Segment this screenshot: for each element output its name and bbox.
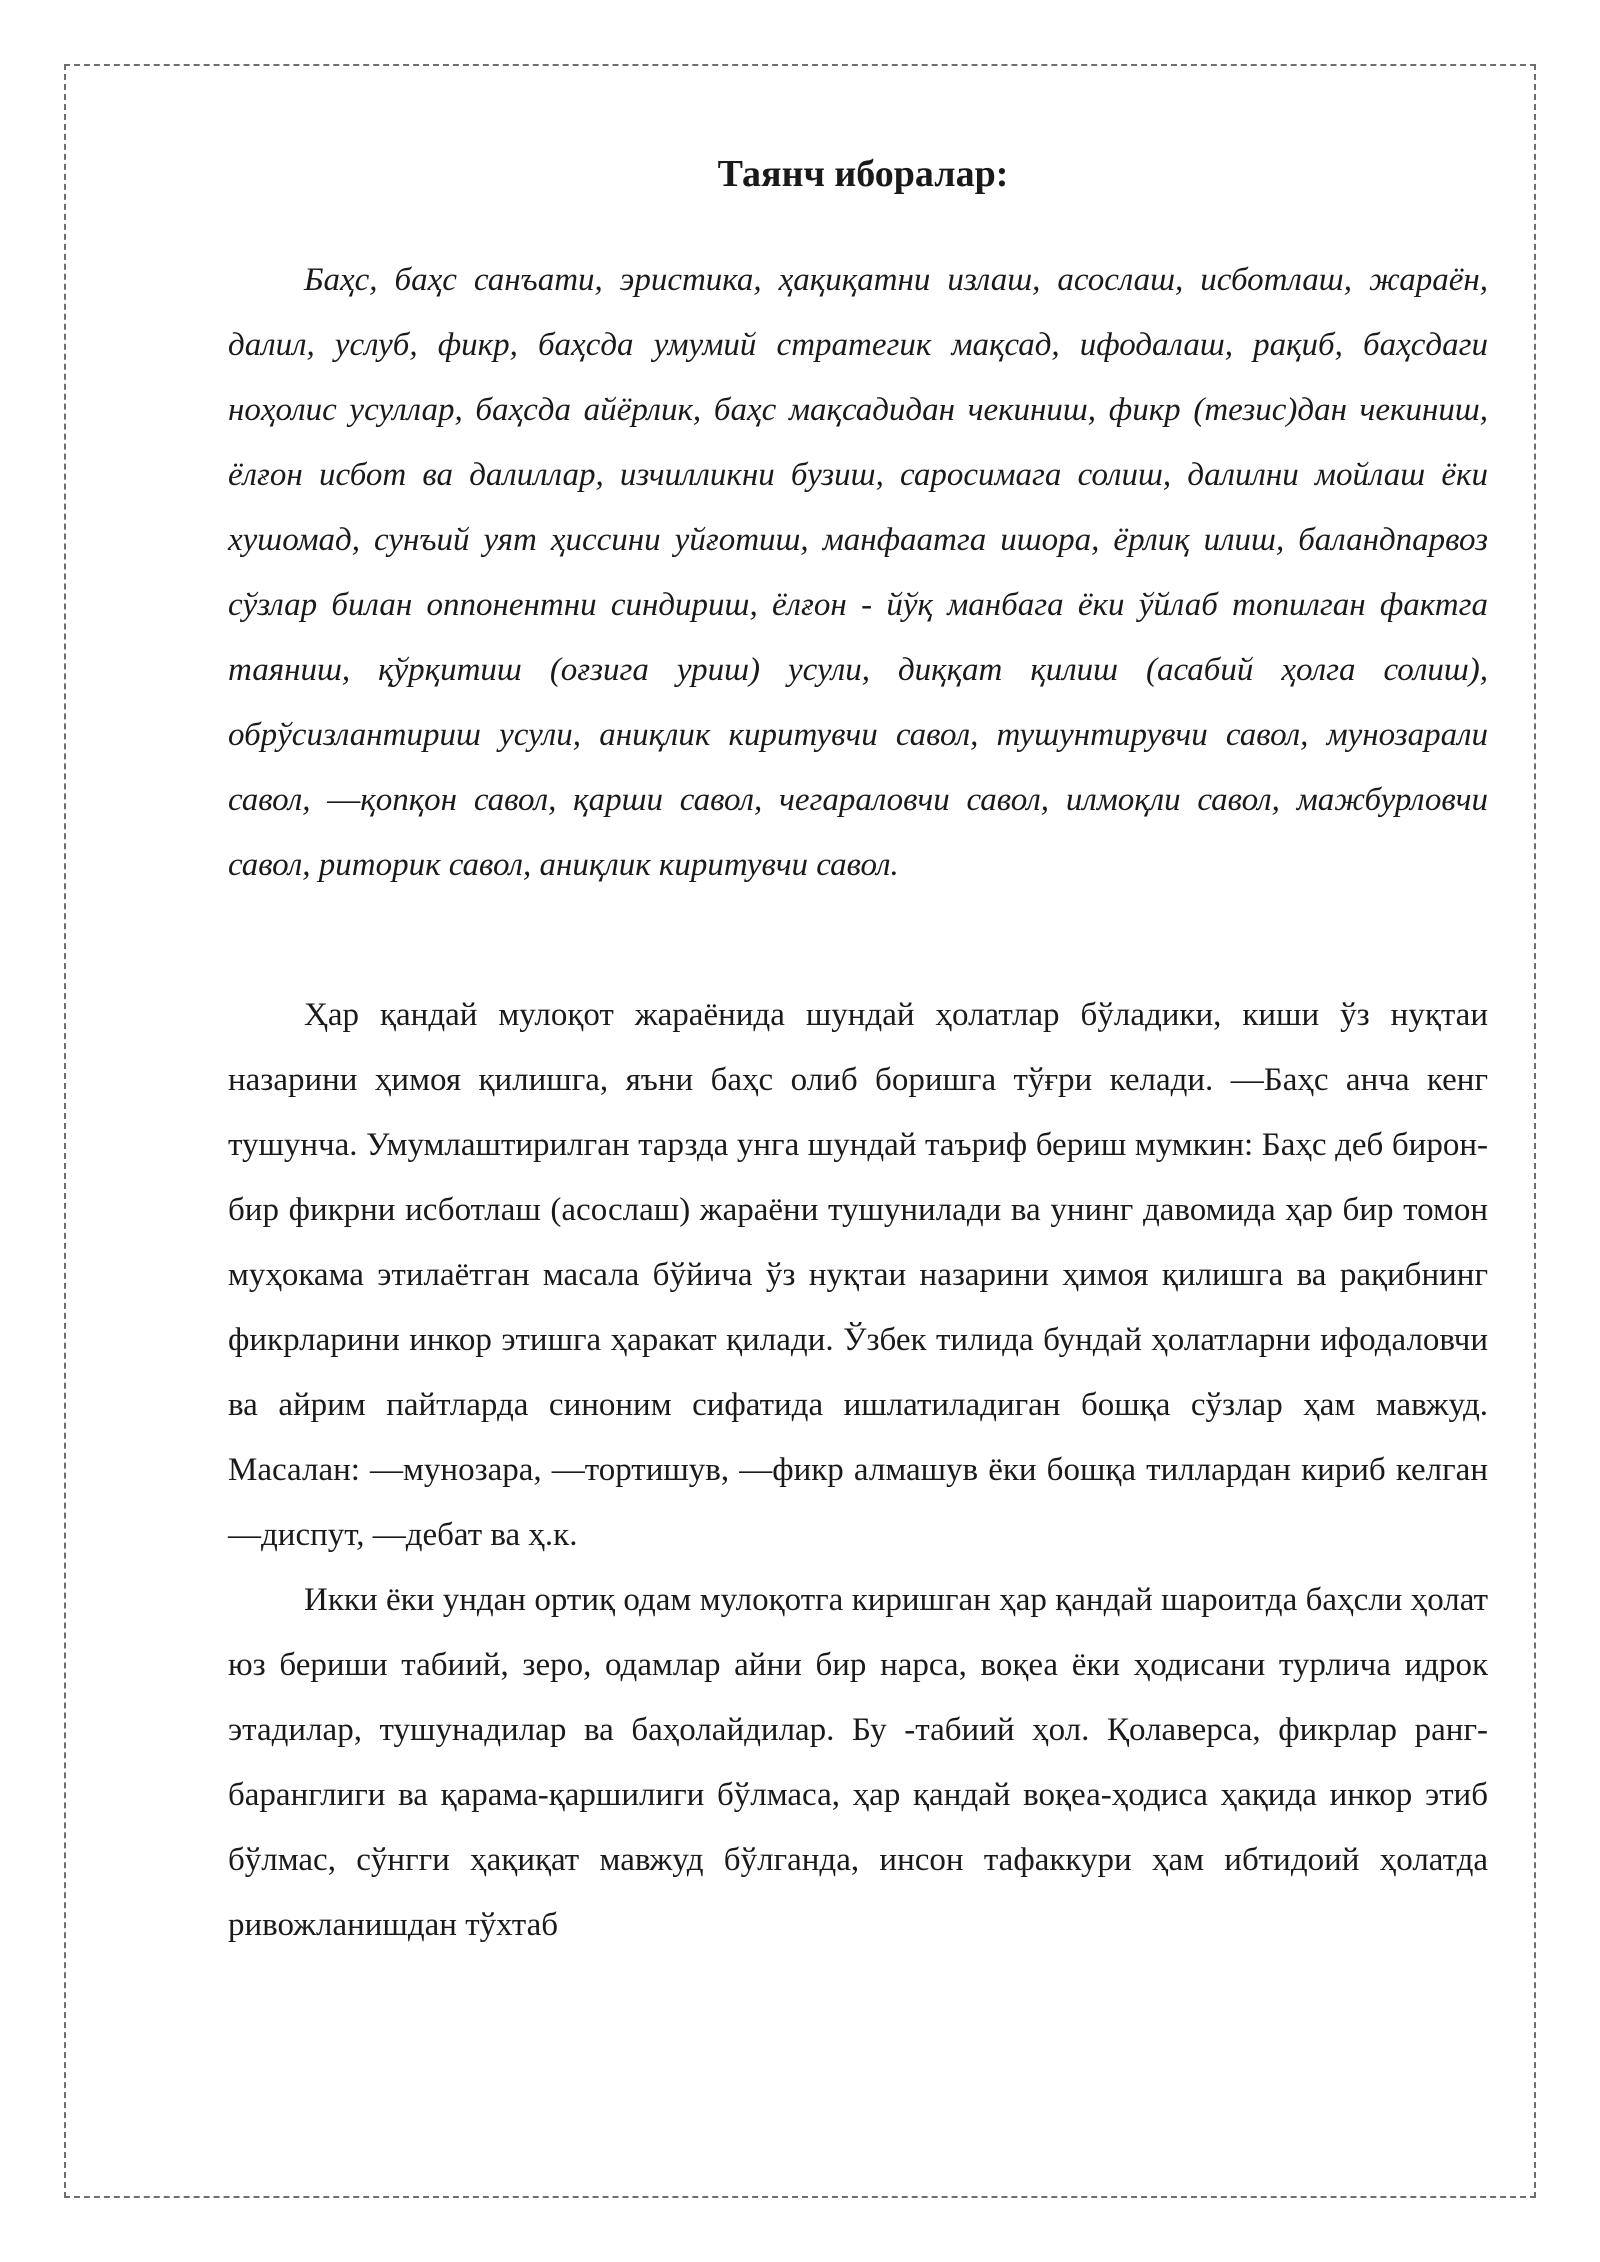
keywords-paragraph: Баҳс, баҳс санъати, эристика, ҳақиқатни излаш, асослаш, исботлаш, жараён, далил, услуб, фикр, баҳсда умумий стратегик мақсад, ифодалаш, рақиб, баҳсдаги ноҳолис усуллар, баҳсда айёрлик, баҳс мақсадидан чекиниш, фикр (тезис)дан чекиниш, ёлғон исбот ва далиллар, изчилликни бузиш, саросимага солиш, далилни мойлаш ёки хушомад, сунъий уят ҳиссини уйғотиш, манфаатга ишора, ёрлиқ илиш, баландпарвоз сўзлар билан оппонентни синдириш, ёлғон - йўқ манбага ёки ўйлаб топилган фактга таяниш, қўрқитиш (оғзига уриш) усули, диққат қилиш (асабий ҳолга солиш), обрўсизлантириш усули, аниқлик киритувчи савол, тушунтирувчи савол, мунозарали савол, ―қопқон савол, қарши савол, чегараловчи савол, илмоқли савол, мажбурловчи савол, риторик савол, аниқлик киритувчи савол.	[228, 262, 1488, 883]
body-paragraph-1: Ҳар қандай мулоқот жараёнида шундай ҳолатлар бўладики, киши ўз нуқтаи назарини ҳимоя қилишга, яъни баҳс олиб боришга тўғри келади. ―Баҳс анча кенг тушунча. Умумлаштирилган тарзда унга шундай таъриф бериш мумкин: Баҳс деб бирон-бир фикрни исботлаш (асослаш) жараёни тушунилади ва унинг давомида ҳар бир томон муҳокама этилаётган масала бўйича ўз нуқтаи назарини ҳимоя қилишга ва рақибнинг фикрларини инкор этишга ҳаракат қилади. Ўзбек тилида бундай ҳолатларни ифодаловчи ва айрим пайтларда синоним сифатида ишлатиладиган бошқа сўзлар ҳам мавжуд. Масалан: ―мунозара, ―тортишув, ―фикр алмашув ёки бошқа тиллардан кириб келган ―диспут, ―дебат ва ҳ.к.	[228, 997, 1488, 1553]
document-title: Таянч иборалар:	[717, 153, 1009, 195]
document-body	[228, 150, 1488, 1958]
body-paragraph-2: Икки ёки ундан ортиқ одам мулоқотга киришган ҳар қандай шароитда баҳсли ҳолат юз бериши табиий, зеро, одамлар айни бир нарса, воқеа ёки ҳодисани турлича идрок этадилар, тушунадилар ва баҳолайдилар. Бу -табиий ҳол. Қолаверса, фикрлар ранг-баранглиги ва қарама-қаршилиги бўлмаса, ҳар қандай воқеа-ҳодиса ҳақида инкор этиб бўлмас, сўнгги ҳақиқат мавжуд бўлганда, инсон тафаккури ҳам ибтидоий ҳолатда ривожланишдан тўхтаб	[228, 1582, 1488, 1943]
